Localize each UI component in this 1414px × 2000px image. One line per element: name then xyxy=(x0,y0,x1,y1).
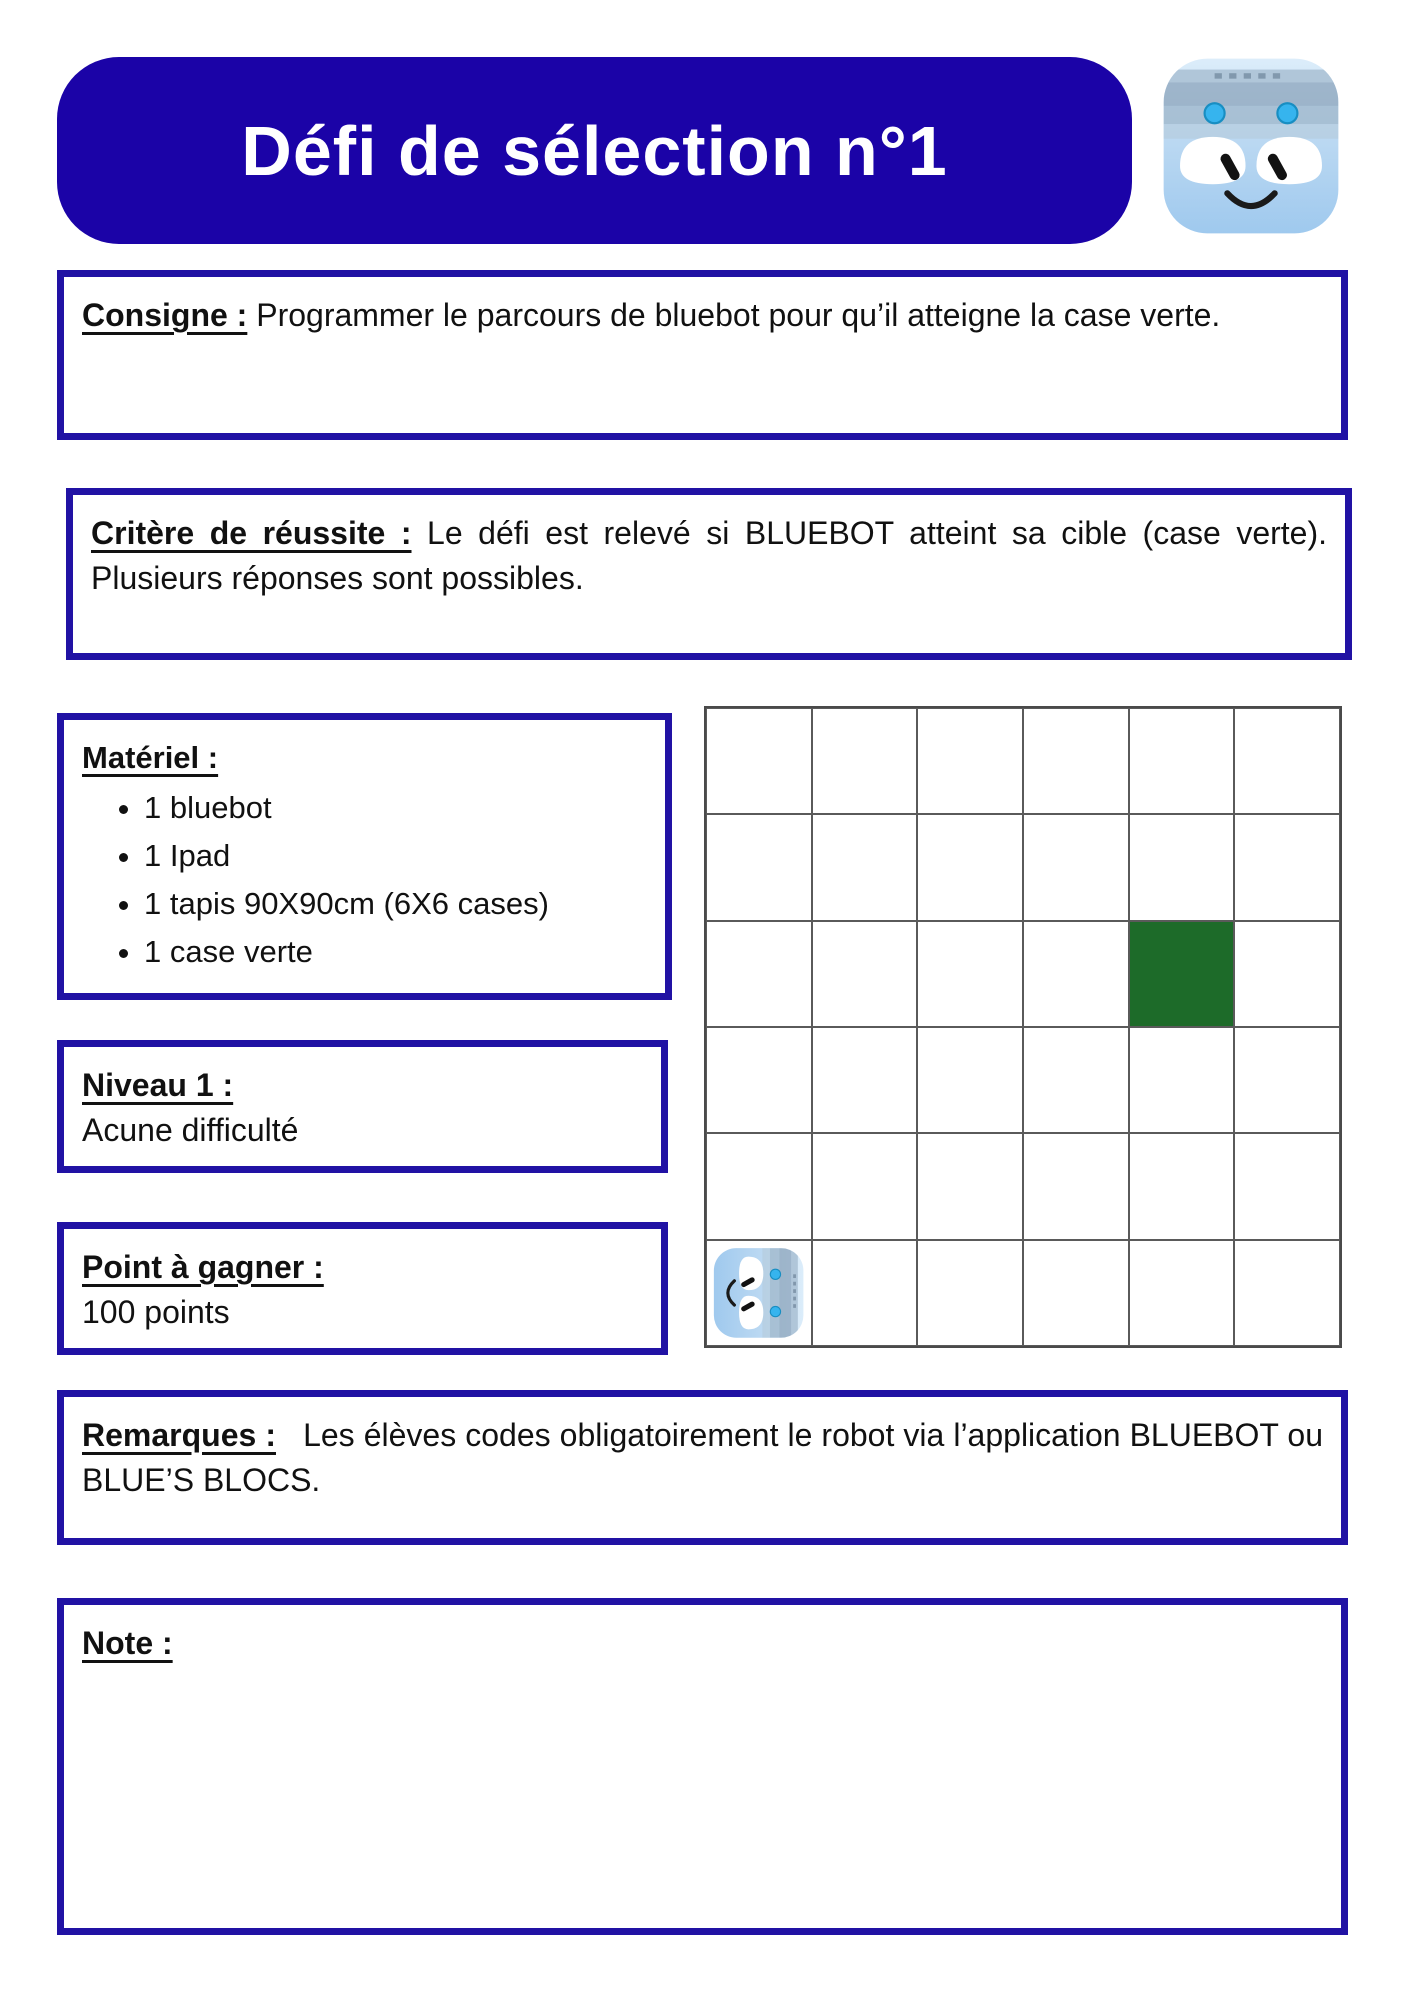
grid-cell xyxy=(706,921,812,1027)
materiel-item: • 1 case verte xyxy=(144,930,647,974)
critere-text: Le défi est relevé si BLUEBOT atteint sa cible (case verte). Plusieurs réponses sont possibles. xyxy=(91,515,1328,597)
remarques-box xyxy=(57,1390,1348,1545)
consigne-text: Programmer le parcours de bluebot pour qu’il atteigne la case verte. xyxy=(256,297,1221,333)
robot-start-cell xyxy=(706,1240,812,1346)
grid-cell xyxy=(812,1027,918,1133)
grid-cell xyxy=(1023,814,1129,920)
grid-cell xyxy=(1129,1133,1235,1239)
niveau-box xyxy=(57,1040,668,1173)
critere-box xyxy=(66,488,1352,660)
grid-cell xyxy=(1023,1240,1129,1346)
grid-cell xyxy=(917,1240,1023,1346)
grid-cell xyxy=(1234,1027,1340,1133)
grid-cell xyxy=(917,708,1023,814)
grid-cell xyxy=(1129,1027,1235,1133)
remarques-label: Remarques : xyxy=(82,1417,276,1453)
grid-cell xyxy=(1234,708,1340,814)
grid-cell xyxy=(1129,1240,1235,1346)
grid-cell xyxy=(1023,708,1129,814)
grid-cell xyxy=(1234,814,1340,920)
grid-cell xyxy=(706,1133,812,1239)
points-box xyxy=(57,1222,668,1355)
grid-cell xyxy=(706,1027,812,1133)
grid-cell xyxy=(1234,921,1340,1027)
note-label: Note : xyxy=(82,1625,173,1661)
niveau-label: Niveau 1 : xyxy=(82,1067,234,1103)
materiel-list xyxy=(82,786,647,974)
grid-cell xyxy=(1234,1133,1340,1239)
grid-cell xyxy=(812,708,918,814)
grid-cell xyxy=(1234,1240,1340,1346)
critere-label: Critère de réussite : xyxy=(91,515,412,551)
remarques-text: Les élèves codes obligatoirement le robot via l’application BLUEBOT ou BLUE’S BLOCS. xyxy=(82,1417,1323,1499)
bluebot-face-icon xyxy=(712,1246,806,1339)
niveau-text: Acune difficulté xyxy=(82,1112,299,1149)
consigne-box xyxy=(57,270,1348,440)
bluebot-icon xyxy=(1160,55,1342,237)
target-cell-green xyxy=(1129,921,1235,1027)
grid-cell xyxy=(1129,814,1235,920)
grid-cell xyxy=(706,814,812,920)
grid-cell xyxy=(706,708,812,814)
note-box xyxy=(57,1598,1348,1935)
grid-cell xyxy=(1023,1027,1129,1133)
grid-cell xyxy=(812,921,918,1027)
bluebot-face-icon xyxy=(1160,55,1342,237)
grid-cell xyxy=(917,814,1023,920)
grid-cell xyxy=(917,921,1023,1027)
grid-cell xyxy=(812,1240,918,1346)
materiel-item: • 1 Ipad xyxy=(144,834,647,878)
points-text: 100 points xyxy=(82,1294,230,1331)
grid-cell xyxy=(812,814,918,920)
grid-cell xyxy=(917,1133,1023,1239)
grid-cell xyxy=(1023,921,1129,1027)
title-banner xyxy=(57,57,1132,244)
page-title: Défi de sélection n°1 xyxy=(241,111,948,190)
grid-cell xyxy=(812,1133,918,1239)
points-label: Point à gagner : xyxy=(82,1249,324,1285)
consigne-label: Consigne : xyxy=(82,297,248,333)
grid-cell xyxy=(1129,708,1235,814)
materiel-item: • 1 tapis 90X90cm (6X6 cases) xyxy=(144,882,647,926)
grid-cell xyxy=(1023,1133,1129,1239)
grid-cell xyxy=(917,1027,1023,1133)
materiel-item: • 1 bluebot xyxy=(144,786,647,830)
bluebot-grid xyxy=(704,706,1342,1348)
materiel-box xyxy=(57,713,672,1000)
materiel-label: Matériel : xyxy=(82,740,219,775)
